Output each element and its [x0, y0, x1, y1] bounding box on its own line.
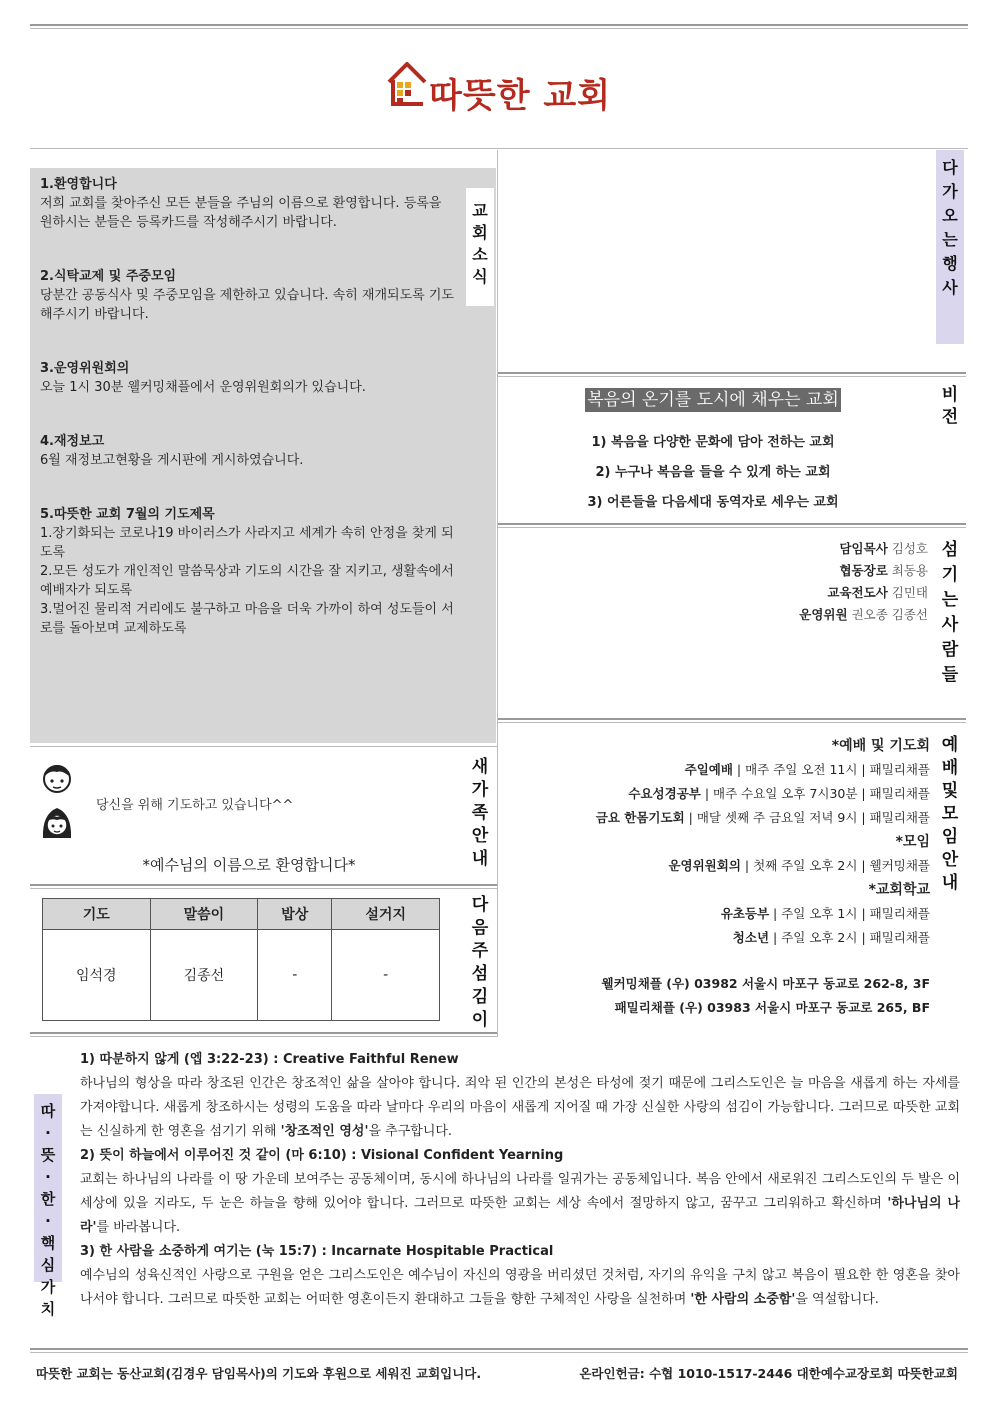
servants-list [560, 538, 928, 626]
upcoming-label: 다가오는행사 [942, 158, 958, 297]
table-cell: - [332, 930, 440, 1021]
footer-right: 온라인헌금: 수협 1010-1517-2446 대한예수교장로회 따뜻한교회 [579, 1366, 958, 1381]
core-value-text: 교회는 하나님의 나라를 이 땅 가운데 보여주는 공동체이며, 동시에 하나님의 나라를 일궈가는 공동체입니다. 복음 안에서 새로워진 그리스도인의 두 발은 이 세상에 있을 지라도, 두 눈은 하늘을 향해 있어야 합니다. 그러므로 따뜻한 교회는 세상 속에서 절망하지 않고, 꿈꾸고 그리워하고 확신하며 [80, 1172, 960, 1211]
notice-body: 6월 재정보고현황을 게시판에 게시하였습니다. [40, 453, 304, 468]
notice-body: 오늘 1시 30분 웰커밍채플에서 운영위원회의가 있습니다. [40, 380, 366, 395]
address-line: 웰커밍채플 (우) 03982 서울시 마포구 동교로 262-8, 3F [601, 976, 930, 991]
boy-face-icon [42, 762, 72, 796]
notice-item [40, 433, 454, 470]
servant-role: 교육전도사 [827, 585, 888, 600]
core-value-heading: 1) 따분하지 않게 (엡 3:22-23) : Creative Faithful Renew [80, 1052, 459, 1067]
notice-body: 1.장기화되는 코로나19 바이러스가 사라지고 세계가 속히 안정을 찾게 되도록 2.모든 성도가 개인적인 말씀묵상과 기도의 시간을 잘 지키고, 생활속에서 예배자가 되도록 3.멀어진 물리적 거리에도 불구하고 마음을 더욱 가까이 하여 성도들이 서로를 돌아보며 교제하도록 [40, 526, 454, 636]
girl-face-icon [40, 804, 74, 842]
church-news-list [40, 176, 454, 668]
vision-block [498, 388, 928, 518]
next-week-table-wrap [42, 898, 440, 1021]
servant-row [560, 560, 928, 582]
notice-body: 당분간 공동식사 및 주중모임을 제한하고 있습니다. 속히 재개되도록 기도해주시기 바랍니다. [40, 288, 454, 322]
notice-item [40, 176, 454, 232]
vision-points [498, 428, 928, 518]
header-divider [30, 148, 968, 149]
vision-top-rule [498, 372, 966, 377]
church-news-label: 교회소식 [472, 201, 488, 286]
notice-title: 2.식탁교제 및 주중모임 [40, 269, 177, 284]
notice-item [40, 268, 454, 324]
servant-row [560, 582, 928, 604]
core-value-text: 를 바라봅니다. [96, 1220, 181, 1235]
worship-line-name: 청소년 [732, 930, 770, 945]
table-header-cell: 기도 [43, 899, 151, 930]
new-family-label: 새가족안내 [471, 757, 489, 869]
church-news-panel [30, 168, 496, 743]
core-values-list [80, 1048, 960, 1312]
servants-top-rule [498, 523, 966, 528]
core-value-emphasis: '창조적인 영성' [280, 1124, 369, 1139]
notice-body: 저희 교회를 찾아주신 모든 분들을 주님의 이름으로 환영합니다. 등록을 원하시는 분들은 등록카드를 작성해주시기 바랍니다. [40, 196, 442, 230]
core-value-text: 하나님의 형상을 따라 창조된 인간은 창조적인 삶을 살아야 합니다. 죄악 된 인간의 본성은 타성에 젖기 때문에 그리스도인은 늘 마음을 새롭게 하는 자세를 가져야합니다. 새롭게 창조하시는 성령의 도움을 따라 날마다 우리의 마음이 새롭게 지어질 때 가장 신실한 사랑의 섬김이 가능합니다. 그러므로 따뜻한 교회는 신실하게 한 영혼을 섬기기 위해 [80, 1076, 960, 1139]
vision-headline: 복음의 온기를 도시에 채우는 교회 [587, 390, 839, 410]
vision-point: 3) 어른들을 다음세대 동역자로 세우는 교회 [587, 495, 839, 510]
core-value-emphasis: '하나님의 나라' [80, 1196, 960, 1235]
worship-block [506, 734, 930, 1020]
notice-title: 1.환영합니다 [40, 177, 117, 192]
core-value-body [80, 1072, 960, 1144]
worship-line [506, 782, 930, 806]
worship-line [506, 758, 930, 782]
worship-line-detail: | 매주 주일 오전 11시 | 패밀리채플 [732, 762, 930, 777]
core-values-label-box [34, 1094, 62, 1318]
upcoming-label-box [936, 150, 964, 344]
house-logo-icon [385, 58, 429, 108]
servant-row [560, 538, 928, 560]
new-family-top-rule [30, 746, 498, 747]
core-value-heading: 3) 한 사람을 소중하게 여기는 (눅 15:7) : Incarnate Hospitable Practical [80, 1244, 554, 1259]
table-header-cell: 말씀이 [150, 899, 258, 930]
top-rule [30, 24, 968, 29]
servant-names: 김성호 [891, 541, 928, 556]
worship-top-rule [498, 718, 966, 723]
vision-label: 비전 [941, 385, 959, 427]
table-header-row [43, 899, 440, 930]
worship-section-heading: *교회학교 [868, 882, 930, 898]
address-line: 패밀리채플 (우) 03983 서울시 마포구 동교로 265, BF [614, 1000, 930, 1015]
notice-item [40, 360, 454, 397]
worship-line-name: 수요성경공부 [628, 786, 701, 801]
core-value-emphasis: '한 사람의 소중함' [690, 1292, 796, 1307]
worship-line-detail: | 주일 오후 2시 | 패밀리채플 [769, 930, 930, 945]
vision-point: 2) 누구나 복음을 들을 수 있게 하는 교회 [595, 465, 831, 480]
core-value-text: 예수님의 성육신적인 사랑으로 구원을 얻은 그리스도인은 예수님이 자신의 영광을 버리셨던 것처럼, 자기의 유익을 구치 않고 복음이 필요한 한 영혼을 찾아 나서야 합니다. 그러므로 따뜻한 교회는 어떠한 영혼이든지 환대하고 그들을 향한 구체적인 사랑을 실천하며 [80, 1268, 960, 1307]
worship-line [506, 926, 930, 950]
table-header-cell: 밥상 [258, 899, 332, 930]
servant-role: 운영위원 [799, 607, 848, 622]
core-value-body [80, 1264, 960, 1312]
worship-section-heading: *예배 및 기도회 [831, 738, 930, 754]
worship-line [506, 854, 930, 878]
church-logo [385, 58, 615, 116]
servants-label: 섬기는사람들 [941, 540, 959, 685]
core-value-heading: 2) 뜻이 하늘에서 이루어진 것 같이 (마 6:10) : Visional Confident Yearning [80, 1148, 564, 1163]
church-news-label-box [466, 188, 494, 306]
servant-names: 권오종 김종선 [851, 607, 928, 622]
notice-title: 3.운영위원회의 [40, 361, 130, 376]
worship-line-name: 주일예배 [684, 762, 733, 777]
next-week-table [42, 898, 440, 1021]
notice-item [40, 506, 454, 638]
column-divider [497, 150, 498, 1036]
core-value-body [80, 1168, 960, 1240]
worship-line-name: 금요 한몸기도회 [595, 810, 685, 825]
logo-text: 따뜻한 교회 [429, 76, 612, 116]
table-cell: - [258, 930, 332, 1021]
vision-point: 1) 복음을 다양한 문화에 담아 전하는 교회 [591, 435, 835, 450]
worship-line-detail: | 주일 오후 1시 | 패밀리채플 [769, 906, 930, 921]
table-header-cell: 설거지 [332, 899, 440, 930]
worship-line-detail: | 매달 셋째 주 금요일 저녁 9시 | 패밀리채플 [684, 810, 930, 825]
worship-line [506, 806, 930, 830]
new-family-message: 당신을 위해 기도하고 있습니다^^ [96, 798, 294, 813]
servant-role: 담임목사 [839, 541, 888, 556]
worship-line-detail: | 매주 수요일 오후 7시30분 | 패밀리채플 [700, 786, 930, 801]
table-cell: 김종선 [150, 930, 258, 1021]
table-cell: 임석경 [43, 930, 151, 1021]
servant-row [560, 604, 928, 626]
worship-line-name: 운영위원회의 [668, 858, 741, 873]
worship-label: 예배및모임안내 [941, 735, 959, 893]
notice-title: 5.따뜻한 교회 7월의 기도제목 [40, 507, 215, 522]
notice-title: 4.재정보고 [40, 434, 105, 449]
next-week-label: 다음주섬김이 [471, 895, 489, 1030]
worship-line-name: 유초등부 [720, 906, 770, 921]
worship-section-heading: *모임 [895, 834, 930, 850]
new-family-welcome: *예수님의 이름으로 환영합니다* [142, 856, 356, 874]
table-row [43, 930, 440, 1021]
servant-role: 협동장로 [839, 563, 888, 578]
servant-names: 김민태 [891, 585, 928, 600]
servant-names: 최동용 [891, 563, 928, 578]
worship-line [506, 902, 930, 926]
next-week-top-rule [30, 884, 498, 889]
worship-line-detail: | 첫째 주일 오후 2시 | 웰커밍채플 [740, 858, 930, 873]
core-values-label: 따·뜻·한·핵심가치 [40, 1102, 56, 1318]
core-value-text: 을 추구합니다. [368, 1124, 453, 1139]
footer-rule [30, 1348, 968, 1353]
left-bottom-rule [30, 1032, 498, 1037]
core-value-text: 을 역설합니다. [795, 1292, 879, 1307]
footer-left: 따뜻한 교회는 동산교회(김경우 담임목사)의 기도와 후원으로 세워진 교회입니다. [36, 1366, 482, 1381]
